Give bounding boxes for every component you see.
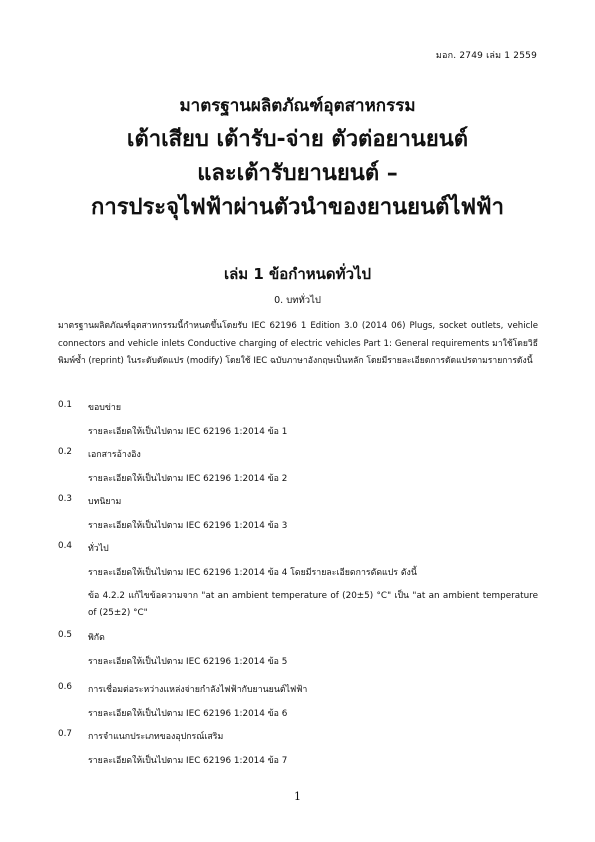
clause-title: การจำแนกประเภทของอุปกรณ์เสริม [88,732,224,742]
clause-0-4 [58,541,538,622]
clause-number: 0.5 [58,630,72,640]
clause-detail: รายละเอียดให้เป็นไปตาม IEC 62196 1:2014 ข้อ 4 โดยมีรายละเอียดการดัดแปร ดังนี้ [88,568,417,578]
clause-0-1 [58,400,538,438]
clause-title: ทั่วไป [88,544,109,554]
clause-title: พิกัด [88,633,105,643]
title-block [0,92,595,225]
clause-detail: รายละเอียดให้เป็นไปตาม IEC 62196 1:2014 ข้อ 3 [88,521,288,531]
title-line-2: และเต้ารับยานยนต์ – [197,161,398,186]
title-line-3: การประจุไฟฟ้าผ่านตัวนำของยานยนต์ไฟฟ้า [91,195,504,220]
part-title: เล่ม 1 ข้อกำหนดทั่วไป [223,265,372,283]
clause-0-2 [58,447,538,485]
clause-number: 0.2 [58,447,72,457]
clause-title: บทนิยาม [88,497,122,507]
clause-title: ขอบข่าย [88,403,121,413]
clause-0-6 [58,682,538,720]
clause-detail: รายละเอียดให้เป็นไปตาม IEC 62196 1:2014 ข้อ 2 [88,474,288,484]
clause-0-3 [58,494,538,532]
clause-title: การเชื่อมต่อระหว่างแหล่งจ่ายกำลังไฟฟ้ากับยานยนต์ไฟฟ้า [88,685,308,695]
title-category: มาตรฐานผลิตภัณฑ์อุตสาหกรรม [179,96,416,116]
clause-number: 0.4 [58,541,72,551]
clause-title: เอกสารอ้างอิง [88,450,141,460]
clause-detail: รายละเอียดให้เป็นไปตาม IEC 62196 1:2014 ข้อ 1 [88,427,288,437]
clause-number: 0.6 [58,682,72,692]
standard-number: มอก. 2749 เล่ม 1 2559 [435,51,537,61]
title-line-1: เต้าเสียบ เต้ารับ-จ่าย ตัวต่อยานยนต์ [126,127,469,152]
clause-number: 0.3 [58,494,72,504]
clause-number: 0.7 [58,729,72,739]
clause-detail: รายละเอียดให้เป็นไปตาม IEC 62196 1:2014 ข้อ 6 [88,709,288,719]
page-number: 1 [294,790,301,803]
intro-paragraph: มาตรฐานผลิตภัณฑ์อุตสาหกรรมนี้กำหนดขึ้นโดยรับ IEC 62196 1 Edition 3.0 (2014 06) Plugs, socket outlets, vehicle connectors and vehicle inlets Conductive charging of electric vehicles Part 1: General requirements มาใช้โดยวิธีพิมพ์ซ้ำ (reprint) ในระดับดัดแปร (modify) โดยใช้ IEC ฉบับภาษาอังกฤษเป็นหลัก โดยมีรายละเอียดการดัดแปรตามรายการดังนี้ [58,321,538,366]
clause-detail: รายละเอียดให้เป็นไปตาม IEC 62196 1:2014 ข้อ 7 [88,756,288,766]
clause-detail: รายละเอียดให้เป็นไปตาม IEC 62196 1:2014 ข้อ 5 [88,657,288,667]
intro-heading: 0. บททั่วไป [274,295,321,306]
clause-number: 0.1 [58,400,72,410]
clause-0-7 [58,729,538,767]
clause-amendment: ข้อ 4.2.2 แก้ไขข้อความจาก "at an ambient temperature of (20±5) °C" เป็น "at an ambient temperature of (25±2) °C" [88,591,538,618]
clause-0-5 [58,630,538,668]
